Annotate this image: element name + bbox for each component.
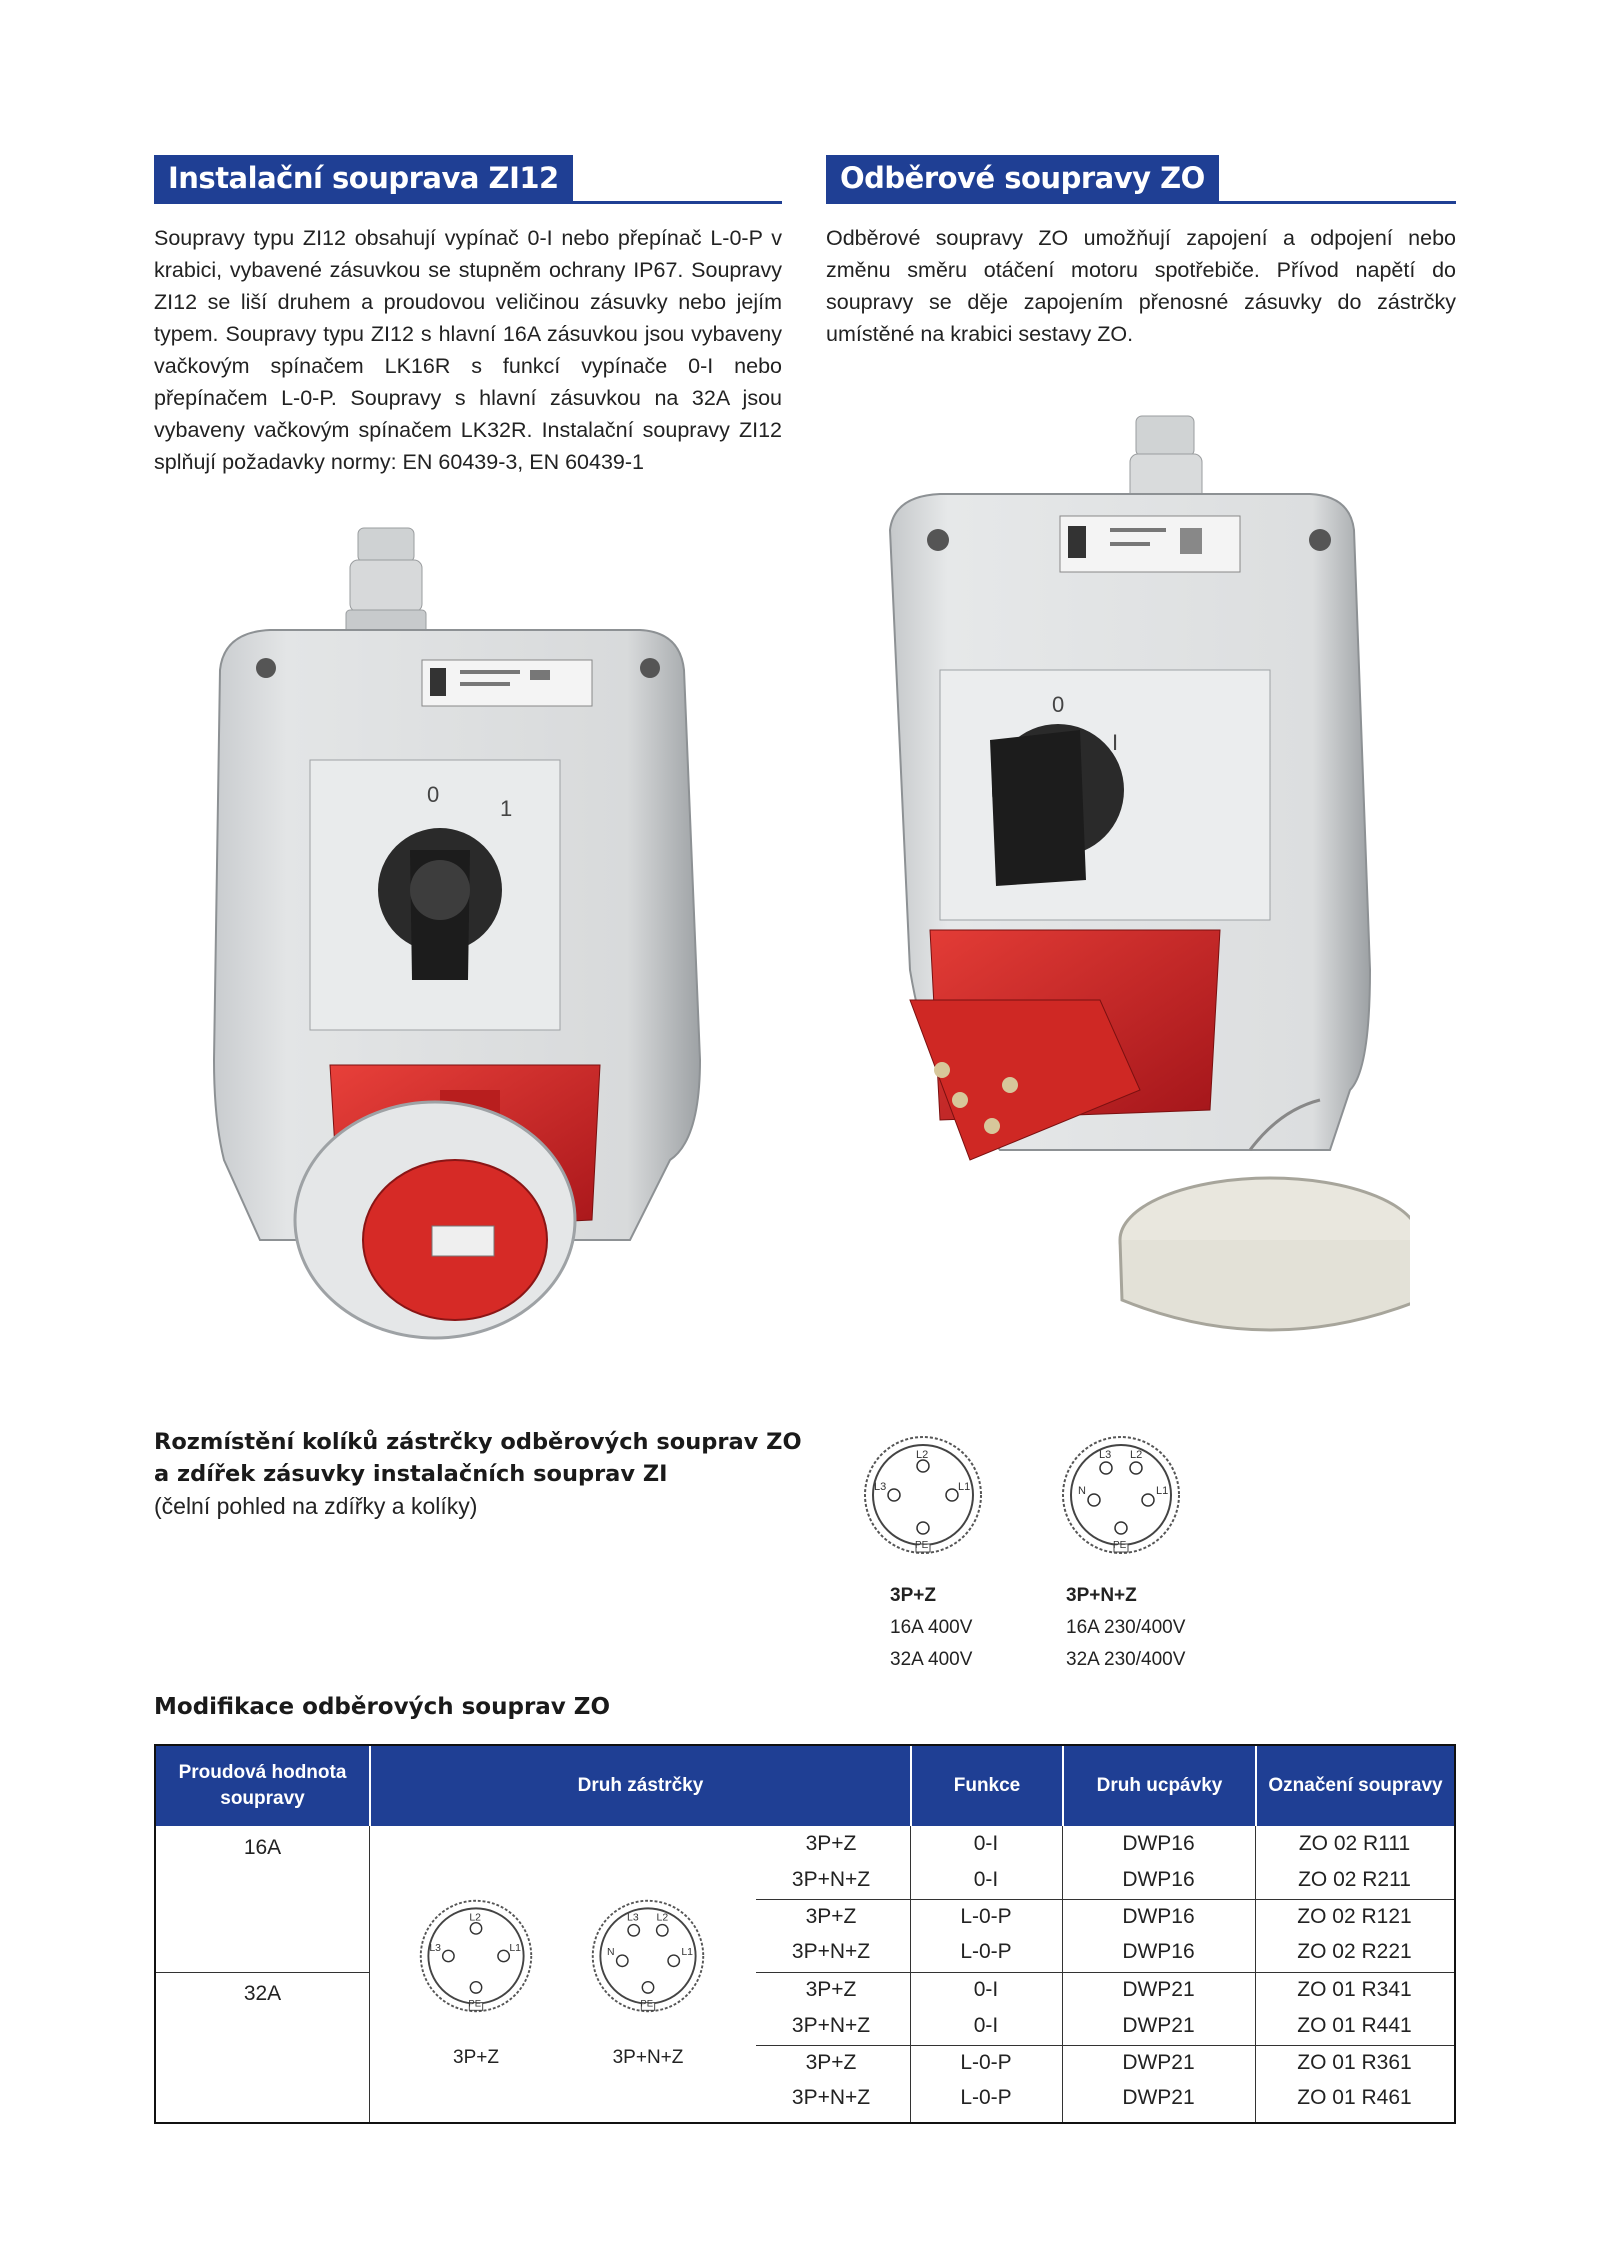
pin-spec-rating: 32A 400V [890,1649,973,1670]
pin-label: L1 [681,1947,693,1959]
row-function: 0-I [973,1868,999,1891]
table-pin-diagram-3pz [416,1896,536,2016]
pin-label: L1 [509,1943,521,1955]
switch-position-i-zo: I [1112,730,1119,755]
pin-layout-caption [154,1426,844,1522]
row-gland: DWP21 [1122,2086,1195,2109]
row-function: 0-I [973,2014,999,2037]
modifications-title: Modifikace odběrových souprav ZO [154,1694,611,1720]
pin-label: PE [640,1998,654,2010]
pin-spec-name: 3P+N+Z [1066,1585,1137,1606]
row-function: L-0-P [960,2086,1012,2109]
row-plug: 3P+N+Z [791,1940,871,1963]
switch-position-1: 1 [500,796,513,821]
product-photo-zi12 [200,520,760,1340]
pin-layout-note: (čelní pohled na zdířky a kolíky) [154,1493,478,1519]
row-gland: DWP21 [1122,2051,1195,2074]
table-pin-diagram-3pnz [588,1896,708,2016]
row-plug: 3P+N+Z [791,1868,871,1891]
row-gland: DWP21 [1122,2014,1195,2037]
row-designation: ZO 02 R221 [1297,1940,1412,1963]
row-gland: DWP16 [1122,1832,1195,1855]
pin-label: L1 [958,1481,971,1493]
row-plug: 3P+Z [805,1978,857,2001]
row-designation: ZO 01 R441 [1297,2014,1412,2037]
pin-label: PE [1113,1540,1127,1551]
row-plug: 3P+N+Z [791,2086,871,2109]
header-function: Funkce [910,1746,1062,1826]
header-current: Proudová hodnota soupravy [156,1746,369,1826]
row-designation: ZO 01 R361 [1297,2051,1412,2074]
row-plug: 3P+N+Z [791,2014,871,2037]
section-title-odberove: Odběrové soupravy ZO [826,155,1219,201]
pin-spec-3pnz [1066,1580,1185,1676]
pin-label: N [1078,1485,1086,1497]
section-header-instalacni [154,155,782,204]
row-function: L-0-P [960,2051,1012,2074]
pin-label: PE [468,1998,482,2010]
row-function: 0-I [973,1978,999,2001]
pin-label: L2 [1130,1449,1143,1461]
pin-label: L2 [656,1912,669,1924]
table-plug-label-3pnz: 3P+N+Z [612,2047,684,2068]
row-gland: DWP16 [1122,1905,1195,1928]
pin-label: L3 [874,1481,887,1493]
row-plug: 3P+Z [805,1905,857,1928]
pin-spec-rating: 16A 230/400V [1066,1617,1186,1638]
row-designation: ZO 01 R461 [1297,2086,1412,2109]
pin-spec-3pz [890,1580,972,1676]
pin-label: PE [915,1540,929,1551]
pin-spec-rating: 16A 400V [890,1617,973,1638]
pin-spec-rating: 32A 230/400V [1066,1649,1186,1670]
intro-paragraph-zo: Odběrové soupravy ZO umožňují zapojení a odpojení nebo změnu směru otáčení motoru spotřebiče. Přívod napětí do soupravy se děje zapojením přenosné zásuvky do zástrčky umístěné na krabici sestavy ZO. [826,226,1456,346]
row-function: L-0-P [960,1905,1012,1928]
pin-label: L3 [429,1943,441,1955]
pin-label: L2 [469,1912,481,1924]
header-designation: Označení soupravy [1255,1746,1454,1826]
intro-paragraph-zi12: Soupravy typu ZI12 obsahují vypínač 0-I nebo přepínač L-0-P v krabici, vybavené zásuvkou se stupněm ochrany IP67. Soupravy ZI12 se liší druhem a proudovou veličinou zásuvky nebo jejím typem. Soupravy typu ZI12 s hlavní 16A zásuvkou jsou vybaveny vačkovým spínačem LK16R s funkcí vypínače 0-I nebo přepínačem L-0-P. Soupravy s hlavní zásuvkou na 32A jsou vybaveny vačkovým spínačem LK32R. Instalační soupravy ZI12 splňují požadavky normy: EN 60439-3, EN 60439-1 [154,226,782,474]
row-gland: DWP16 [1122,1940,1195,1963]
current-16a: 16A [243,1836,282,1859]
pin-label: L1 [1156,1485,1169,1497]
row-function: 0-I [973,1832,999,1855]
modifications-table [154,1744,1456,2124]
row-gland: DWP16 [1122,1868,1195,1891]
pin-diagram-3pz [860,1432,986,1558]
pin-layout-title-1: Rozmístění kolíků zástrčky odběrových souprav ZO [154,1429,802,1455]
row-gland: DWP21 [1122,1978,1195,2001]
header-gland: Druh ucpávky [1062,1746,1255,1826]
pin-label: N [607,1947,615,1959]
switch-position-0-zo: 0 [1052,692,1065,717]
section-header-odberove [826,155,1456,204]
pin-label: L2 [916,1449,929,1461]
header-plug: Druh zástrčky [369,1746,910,1826]
pin-label: L3 [627,1912,639,1924]
row-designation: ZO 02 R121 [1297,1905,1412,1928]
row-function: L-0-P [960,1940,1012,1963]
current-32a: 32A [243,1982,282,2005]
switch-position-0: 0 [427,782,440,807]
row-plug: 3P+Z [805,1832,857,1855]
product-photo-zo [850,410,1410,1370]
row-designation: ZO 02 R111 [1298,1832,1411,1855]
row-designation: ZO 01 R341 [1297,1978,1412,2001]
row-plug: 3P+Z [805,2051,857,2074]
pin-spec-name: 3P+Z [890,1585,936,1606]
section-title-instalacni: Instalační souprava ZI12 [154,155,573,201]
pin-diagram-3pnz [1058,1432,1184,1558]
table-plug-label-3pz: 3P+Z [453,2047,499,2068]
pin-layout-title-2: a zdířek zásuvky instalačních souprav ZI [154,1461,668,1487]
pin-label: L3 [1099,1449,1112,1461]
row-designation: ZO 02 R211 [1298,1868,1411,1891]
